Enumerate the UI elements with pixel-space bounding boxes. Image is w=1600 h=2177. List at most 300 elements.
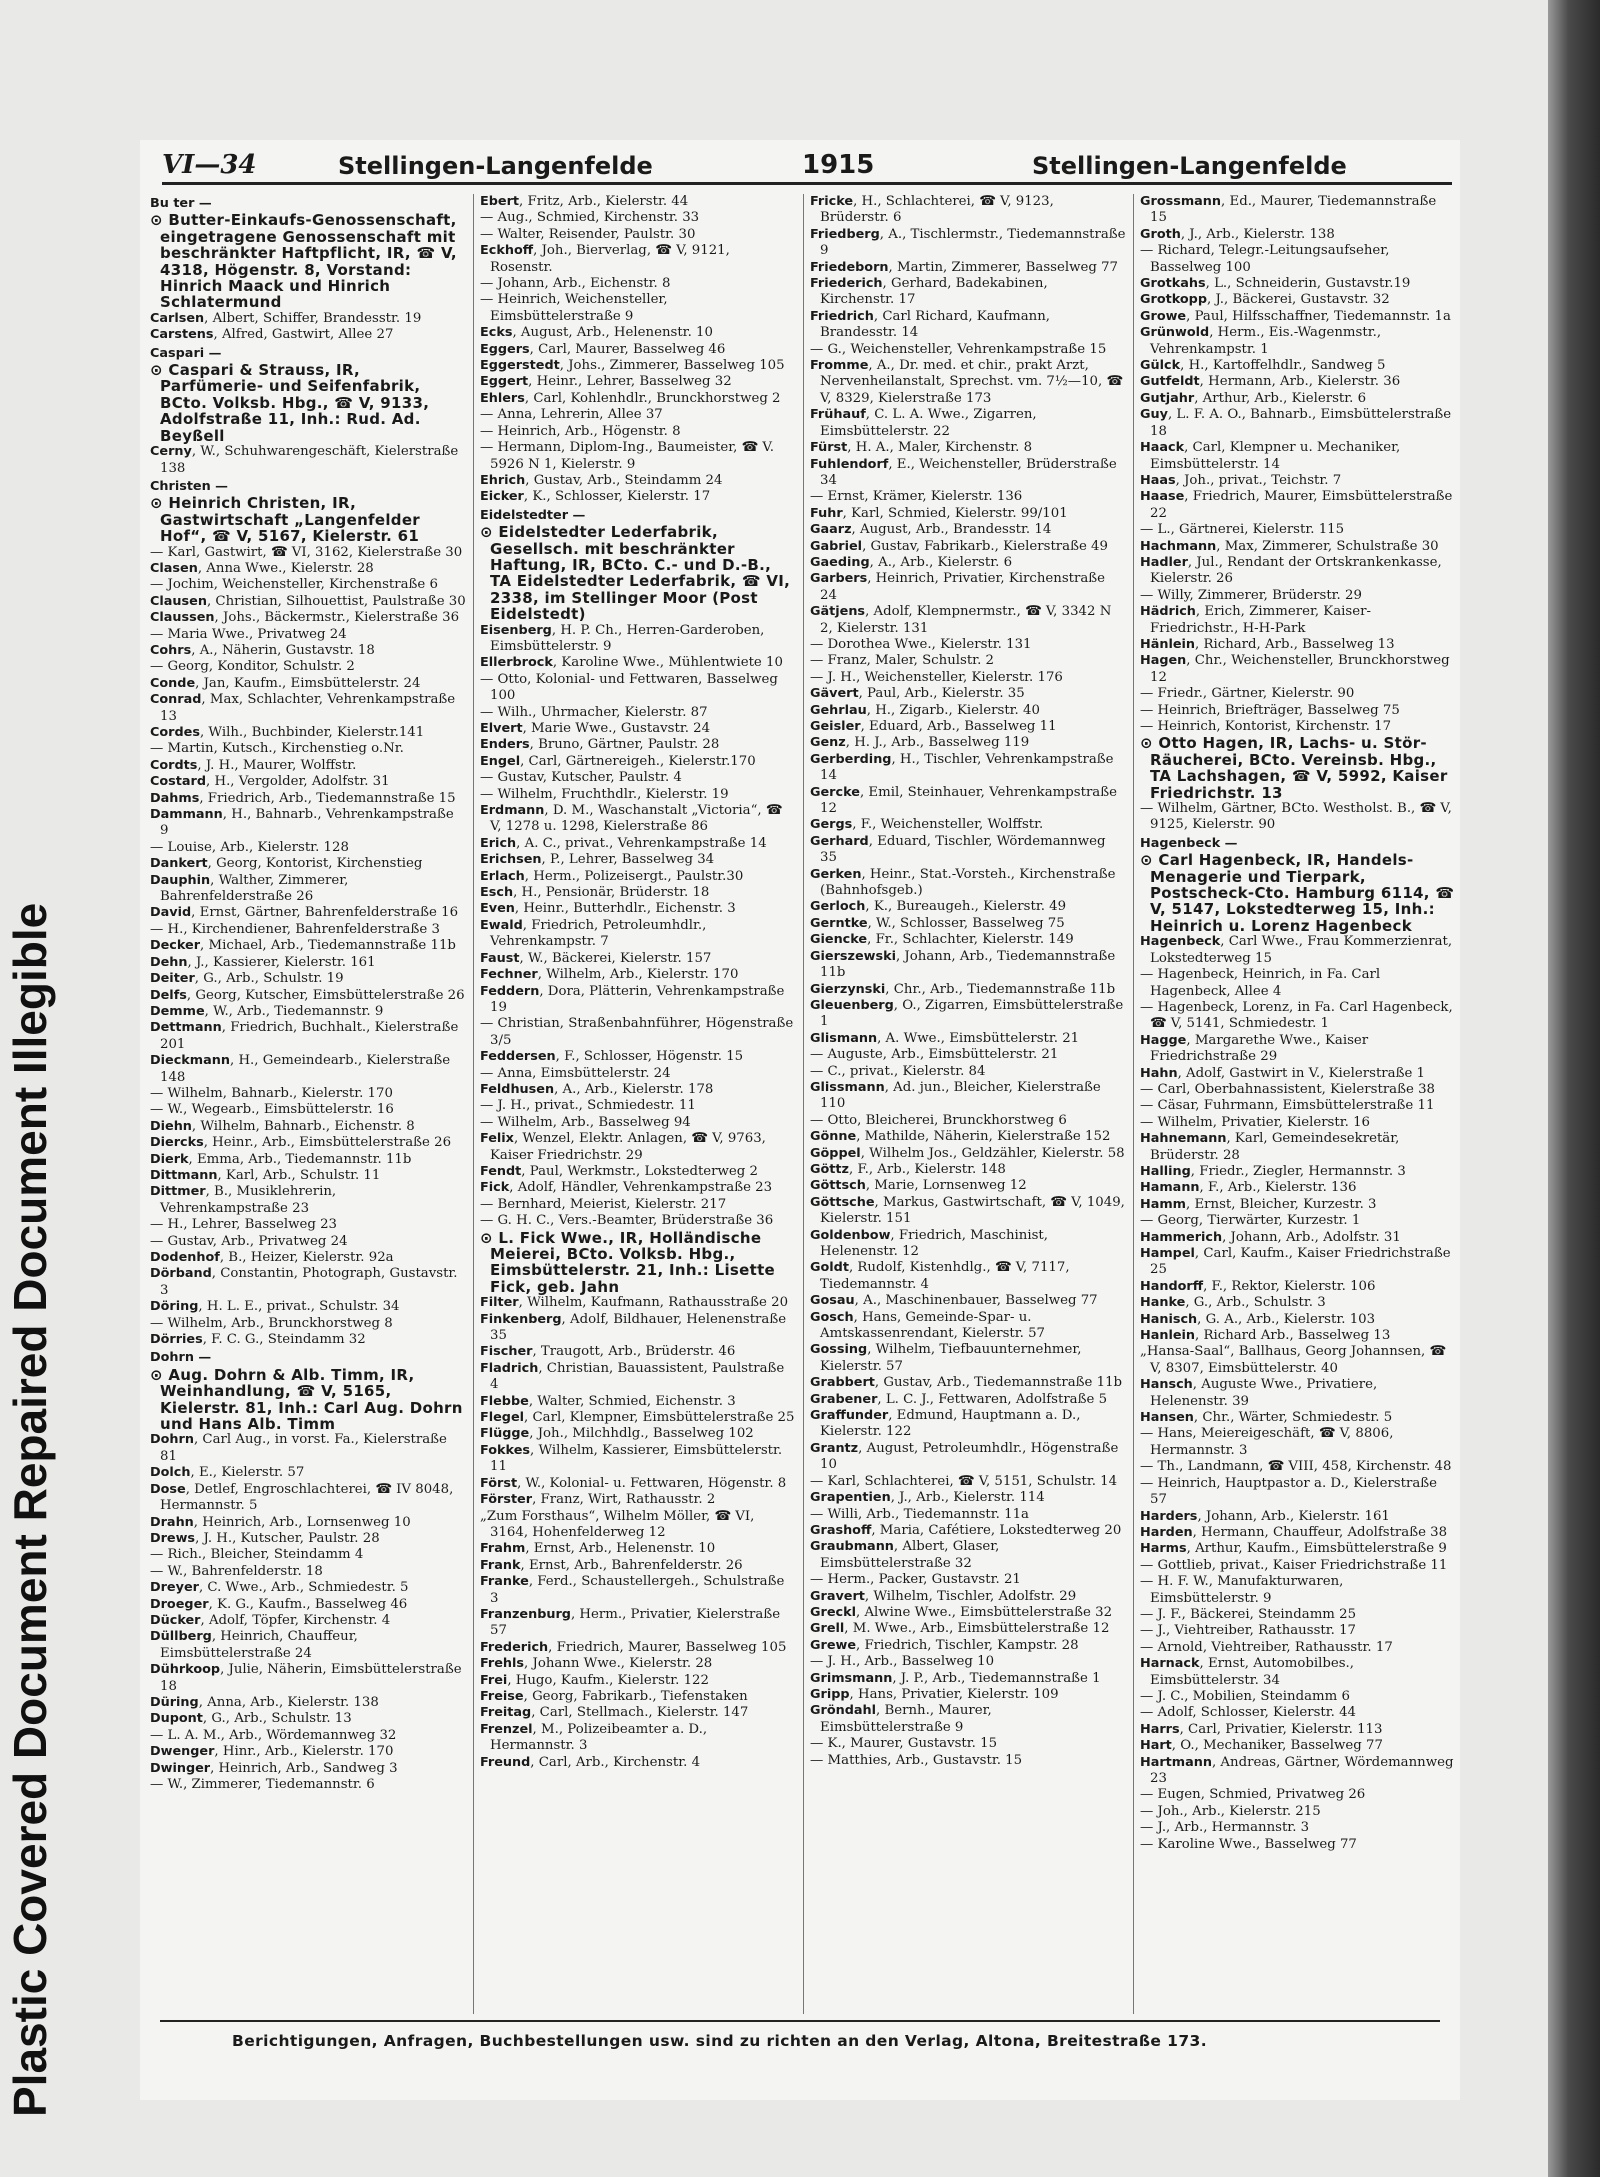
directory-entry: — Herm., Packer, Gustavstr. 21 [810, 1572, 1021, 1588]
directory-entry: — G. H. C., Vers.-Beamter, Brüderstraße 36 [480, 1213, 774, 1229]
directory-entry: Goldt, Rudolf, Kistenhdlg., ☎ V, 7117, Tiedemannstr. 4 [810, 1260, 1070, 1292]
directory-entry: — J., Viehtreiber, Rathausstr. 17 [1140, 1623, 1357, 1639]
directory-entry: — Hagenbeck, Heinrich, in Fa. Carl Hagenbeck, Allee 4 [1140, 967, 1381, 999]
directory-entry: — Wilhelm, Arb., Brunckhorstweg 8 [150, 1315, 393, 1331]
directory-entry: Düllberg, Heinrich, Chauffeur, Eimsbüttelerstraße 24 [150, 1629, 358, 1661]
column-rule [473, 194, 474, 2014]
directory-entry: — Richard, Telegr.-Leitungsaufseher, Basselweg 100 [1140, 243, 1390, 275]
directory-entry: — K., Maurer, Gustavstr. 15 [810, 1736, 998, 1752]
directory-entry: Dodenhof, B., Heizer, Kielerstr. 92a [150, 1250, 394, 1265]
directory-entry: Dauphin, Walther, Zimmerer, Bahrenfelderstraße 26 [150, 872, 349, 905]
directory-entry: Gröndahl, Bernh., Maurer, Eimsbüttelerstraße 9 [810, 1703, 992, 1735]
directory-entry: Gülck, H., Kartoffelhdlr., Sandweg 5 [1140, 358, 1386, 374]
directory-entry: Hagen, Chr., Weichensteller, Brunckhorstweg 12 [1140, 653, 1450, 685]
directory-entry: Dankert, Georg, Kontorist, Kirchenstieg [150, 856, 423, 872]
directory-entry: Gaeding, A., Arb., Kielerstr. 6 [810, 554, 1013, 570]
directory-entry: — Heinrich, Briefträger, Basselweg 75 [1140, 702, 1400, 718]
directory-entry: — Auguste, Arb., Eimsbüttelerstr. 21 [810, 1047, 1059, 1063]
footer-rule [160, 2020, 1440, 2022]
directory-entry: Carlsen, Albert, Schiffer, Brandesstr. 19 [150, 310, 422, 326]
directory-entry: Gävert, Paul, Arb., Kielerstr. 35 [810, 686, 1025, 702]
directory-entry: Göttz, F., Arb., Kielerstr. 148 [810, 1161, 1006, 1177]
directory-entry: Fick, Adolf, Händler, Vehrenkampstraße 23 [480, 1180, 773, 1196]
directory-entry: Dose, Detlef, Engroschlachterei, ☎ IV 8048, Hermannstr. 5 [150, 1481, 454, 1514]
directory-entry: Hahnemann, Karl, Gemeindesekretär, Brüderstr. 28 [1140, 1131, 1400, 1163]
directory-entry: Dahms, Friedrich, Arb., Tiedemannstraße 15 [150, 790, 456, 806]
directory-entry: Fuhlendorf, E., Weichensteller, Brüderstraße 34 [810, 456, 1117, 488]
directory-entry: Friederich, Gerhard, Badekabinen, Kirchenstr. 17 [810, 276, 1048, 308]
directory-entry: Hagge, Margarethe Wwe., Kaiser Friedrichstraße 29 [1140, 1032, 1369, 1065]
directory-entry: Drews, J. H., Kutscher, Paulstr. 28 [150, 1530, 380, 1546]
directory-entry: — Dorothea Wwe., Kielerstr. 131 [810, 636, 1032, 652]
directory-entry: Eggert, Heinr., Lehrer, Basselweg 32 [480, 374, 732, 390]
directory-entry: Hamann, F., Arb., Kielerstr. 136 [1140, 1180, 1357, 1196]
directory-entry: Halling, Friedr., Ziegler, Hermannstr. 3 [1140, 1163, 1406, 1179]
directory-entry: — Karoline Wwe., Basselweg 77 [1140, 1836, 1357, 1852]
directory-entry: Flügge, Joh., Milchhdlg., Basselweg 102 [480, 1426, 754, 1442]
directory-entry: — Adolf, Schlosser, Kielerstr. 44 [1140, 1705, 1357, 1721]
directory-entry: Gierszewski, Johann, Arb., Tiedemannstraße 11b [810, 948, 1116, 981]
directory-entry: — Karl, Schlachterei, ☎ V, 5151, Schulstr. 14 [810, 1473, 1118, 1489]
directory-entry: — J., Arb., Hermannstr. 3 [1140, 1820, 1310, 1836]
directory-entry: — Willy, Zimmerer, Brüderstr. 29 [1140, 587, 1362, 603]
directory-entry: Fromme, A., Dr. med. et chir., prakt Arzt, Nervenheilanstalt, Sprechst. vm. 7½—10, ☎ V, 8329, Kielerstraße 173 [810, 358, 1124, 406]
directory-entry: Hanisch, G. A., Arb., Kielerstr. 103 [1140, 1311, 1376, 1327]
directory-entry: Hädrich, Erich, Zimmerer, Kaiser-Friedrichstr., H-H-Park [1140, 604, 1371, 636]
directory-entry: — Karl, Gastwirt, ☎ VI, 3162, Kielerstraße 30 [150, 544, 463, 560]
directory-entry: Dücker, Adolf, Töpfer, Kirchenstr. 4 [150, 1612, 391, 1628]
directory-entry: Gergs, F., Weichensteller, Wolffstr. [810, 817, 1044, 833]
header-year: 1915 [802, 150, 875, 180]
column-rule [1133, 194, 1134, 2014]
directory-entry: Cordes, Wilh., Buchbinder, Kielerstr.141 [150, 725, 425, 740]
directory-entry: ⊙ Eidelstedter Lederfabrik, Gesellsch. mit beschränkter Haftung, IR, BCto. C.- und D.-B., TA Eidelstedter Lederfabrik, ☎ VI, 2338, im Stellinger Moor (Post Eidelstedt) [480, 523, 791, 624]
directory-entry: Feddersen, F., Schlosser, Högenstr. 15 [480, 1049, 744, 1065]
directory-entry: — Wilhelm, Privatier, Kielerstr. 16 [1140, 1114, 1370, 1130]
directory-entry: Conrad, Max, Schlachter, Vehrenkampstraße 13 [150, 692, 456, 724]
directory-entry: — Jochim, Weichensteller, Kirchenstraße 6 [150, 577, 438, 593]
directory-entry: — Otto, Kolonial- und Fettwaren, Basselweg 100 [480, 671, 778, 704]
directory-entry: — Hans, Meiereigeschäft, ☎ V, 8806, Hermannstr. 3 [1140, 1426, 1394, 1458]
directory-entry: — G., Weichensteller, Vehrenkampstraße 15 [810, 341, 1107, 357]
directory-entry: Graubmann, Albert, Glaser, Eimsbüttelerstraße 32 [810, 1539, 1000, 1571]
directory-entry: Delfs, Georg, Kutscher, Eimsbüttelerstraße 26 [150, 987, 465, 1003]
directory-entry: Finkenberg, Adolf, Bildhauer, Helenenstraße 35 [480, 1311, 787, 1344]
directory-entry: Frederich, Friedrich, Maurer, Basselweg 105 [480, 1639, 787, 1655]
directory-entry: Gossing, Wilhelm, Tiefbauunternehmer, Kielerstr. 57 [810, 1342, 1082, 1374]
directory-entry: ⊙ Caspari & Strauss, IR, Parfümerie- und Seifenfabrik, BCto. Volksb. Hbg., ☎ V, 9133, Adolfstraße 11, Inh.: Rud. Ad. Beyßell [150, 361, 430, 445]
directory-entry: Dieckmann, H., Gemeindearb., Kielerstraße 148 [150, 1053, 451, 1085]
directory-entry: Dührkoop, Julie, Näherin, Eimsbüttelerstraße 18 [150, 1662, 462, 1694]
directory-entry: Fuhr, Karl, Schmied, Kielerstr. 99/101 [810, 505, 1068, 521]
directory-entry: Diehn, Wilhelm, Bahnarb., Eichenstr. 8 [150, 1118, 415, 1134]
directory-entry: — J. F., Bäckerei, Steindamm 25 [1140, 1606, 1357, 1622]
directory-entry: Clasen, Anna Wwe., Kielerstr. 28 [150, 560, 374, 576]
directory-entry: Hampel, Carl, Kaufm., Kaiser Friedrichstraße 25 [1140, 1246, 1451, 1278]
directory-entry: Hänlein, Richard, Arb., Basselweg 13 [1140, 636, 1395, 652]
directory-entry: Fischer, Traugott, Arb., Brüderstr. 46 [480, 1344, 736, 1360]
directory-entry: Deiter, G., Arb., Schulstr. 19 [150, 971, 344, 987]
directory-entry: Harnack, Ernst, Automobilbes., Eimsbüttelerstr. 34 [1140, 1656, 1355, 1688]
directory-entry: ⊙ Heinrich Christen, IR, Gastwirtschaft „Langenfelder Hof“, ☎ V, 5167, Kielerstr. 61 [150, 494, 420, 546]
directory-entry: Ebert, Fritz, Arb., Kielerstr. 44 [480, 194, 689, 209]
directory-page [140, 140, 1460, 2100]
directory-entry: Felix, Wenzel, Elektr. Anlagen, ☎ V, 9763, Kaiser Friedrichstr. 29 [480, 1131, 766, 1163]
directory-entry: Grantz, August, Petroleumhdlr., Högenstraße 10 [810, 1440, 1119, 1473]
directory-entry: Hachmann, Max, Zimmerer, Schulstraße 30 [1140, 538, 1439, 554]
directory-entry: Dehn, J., Kassierer, Kielerstr. 161 [150, 954, 376, 970]
directory-entry: Gaarz, August, Arb., Brandesstr. 14 [810, 522, 1052, 538]
directory-entry: Göttsch, Marie, Lornsenweg 12 [810, 1178, 1027, 1194]
directory-entry: Gravert, Wilhelm, Tischler, Adolfstr. 29 [810, 1588, 1077, 1604]
directory-entry: Franke, Ferd., Schaustellergeh., Schulstraße 3 [480, 1574, 785, 1606]
directory-entry: — Gustav, Kutscher, Paulstr. 4 [480, 770, 682, 786]
directory-entry: Fechner, Wilhelm, Arb., Kielerstr. 170 [480, 967, 739, 983]
directory-entry: — Th., Landmann, ☎ VIII, 458, Kirchenstr. 48 [1140, 1459, 1452, 1475]
directory-entry: David, Ernst, Gärtner, Bahrenfelderstraße 16 [150, 905, 459, 921]
directory-entry: Erdmann, D. M., Waschanstalt „Victoria“, ☎ V, 1278 u. 1298, Kielerstraße 86 [480, 803, 783, 835]
directory-entry: Fürst, H. A., Maler, Kirchenstr. 8 [810, 440, 1033, 456]
directory-entry: Greckl, Alwine Wwe., Eimsbüttelerstraße 32 [810, 1604, 1113, 1620]
directory-entry: Gutjahr, Arthur, Arb., Kielerstr. 6 [1140, 390, 1367, 406]
directory-entry: — Anna, Lehrerin, Allee 37 [480, 407, 663, 423]
directory-entry: Hagenbeck — [1140, 835, 1238, 851]
directory-entry: — Georg, Konditor, Schulstr. 2 [150, 659, 355, 675]
archive-side-label: Plastic Covered Document Repaired Document Illegible [4, 902, 56, 2117]
directory-entry: — Gottlieb, privat., Kaiser Friedrichstraße 11 [1140, 1557, 1448, 1573]
directory-entry: — Joh., Arb., Kielerstr. 215 [1140, 1803, 1321, 1819]
directory-entry: Fricke, H., Schlachterei, ☎ V, 9123, Brüderstr. 6 [810, 194, 1054, 226]
directory-entry: Dörries, F. C. G., Steindamm 32 [150, 1332, 366, 1348]
directory-entry: Gerloch, K., Bureaugeh., Kielerstr. 49 [810, 899, 1067, 915]
directory-entry: Esch, H., Pensionär, Brüderstr. 18 [480, 885, 710, 901]
directory-entry: — J. H., privat., Schmiedestr. 11 [480, 1098, 696, 1114]
directory-entry: Hammerich, Johann, Arb., Adolfstr. 31 [1140, 1229, 1401, 1245]
directory-entry: Ewald, Friedrich, Petroleumhdlr., Vehrenkampstr. 7 [480, 917, 707, 950]
directory-entry: — Ernst, Krämer, Kielerstr. 136 [810, 489, 1023, 505]
directory-entry: Dittmann, Karl, Arb., Schulstr. 11 [150, 1167, 381, 1183]
directory-entry: Friedrich, Carl Richard, Kaufmann, Brandesstr. 14 [810, 308, 1051, 341]
directory-entry: Hagenbeck, Carl Wwe., Frau Kommerzienrat, Lokstedterweg 15 [1140, 934, 1453, 966]
directory-entry: Glismann, A. Wwe., Eimsbüttelerstr. 21 [810, 1030, 1080, 1046]
directory-entry: Gätjens, Adolf, Klempnermstr., ☎ V, 3342 N 2, Kielerstr. 131 [810, 604, 1112, 636]
directory-entry: — W., Wegearb., Eimsbüttelerstr. 16 [150, 1102, 394, 1118]
directory-entry: Cerny, W., Schuhwarengeschäft, Kielerstraße 138 [150, 444, 459, 476]
directory-entry: Costard, H., Vergolder, Adolfstr. 31 [150, 774, 390, 790]
directory-entry: Friedberg, A., Tischlermstr., Tiedemannstraße 9 [810, 226, 1126, 259]
directory-entry: — J. H., Weichensteller, Kielerstr. 176 [810, 669, 1063, 685]
directory-entry: — Wilhelm, Gärtner, BCto. Westholst. B., ☎ V, 9125, Kielerstr. 90 [1140, 801, 1452, 833]
directory-entry: Fendt, Paul, Werkmstr., Lokstedterweg 2 [480, 1163, 758, 1179]
directory-entry: Gleuenberg, O., Zigarren, Eimsbüttelerstraße 1 [810, 997, 1124, 1030]
directory-entry: — Wilhelm, Bahnarb., Kielerstr. 170 [150, 1085, 393, 1101]
footer-notice: Berichtigungen, Anfragen, Buchbestellungen usw. sind zu richten an den Verlag, Altona, Breitestraße 173. [232, 2032, 1207, 2050]
directory-entry: — Carl, Oberbahnassistent, Kielerstraße 38 [1140, 1081, 1435, 1097]
header-left-title: Stellingen-Langenfelde [338, 152, 653, 180]
directory-entry: Freitag, Carl, Stellmach., Kielerstr. 147 [480, 1705, 749, 1721]
directory-entry: Faust, W., Bäckerei, Kielerstr. 157 [480, 950, 712, 966]
directory-entry: ⊙ Butter-Einkaufs-Genossenschaft, eingetragene Genossenschaft mit beschränkter Haftpflicht, IR, ☎ V, 4318, Högenstr. 8, Vorstand: Hinrich Maack und Hinrich Schlatermund [150, 211, 457, 312]
directory-entry: Giencke, Fr., Schlachter, Kielerstr. 149 [810, 932, 1074, 948]
scanner-edge [1548, 0, 1600, 2177]
directory-entry: Drahn, Heinrich, Arb., Lornsenweg 10 [150, 1514, 411, 1530]
directory-entry: Först, W., Kolonial- u. Fettwaren, Högenstr. 8 [480, 1475, 787, 1491]
directory-entry: Dettmann, Friedrich, Buchhalt., Kielerstraße 201 [150, 1020, 459, 1052]
directory-entry: Eckhoff, Joh., Bierverlag, ☎ V, 9121, Rosenstr. [480, 243, 730, 275]
directory-entry: Franzenburg, Herm., Privatier, Kielerstraße 57 [480, 1606, 781, 1639]
directory-entry: Erichsen, P., Lehrer, Basselweg 34 [480, 852, 715, 868]
directory-entry: Grapentien, J., Arb., Kielerstr. 114 [810, 1490, 1045, 1506]
directory-entry: Even, Heinr., Butterhdlr., Eichenstr. 3 [480, 901, 736, 917]
directory-entry: „Zum Forsthaus“, Wilhelm Möller, ☎ VI, 3164, Hohenfelderweg 12 [480, 1508, 755, 1540]
directory-entry: Grell, M. Wwe., Arb., Eimsbüttelerstraße 12 [810, 1621, 1110, 1637]
directory-entry: Conde, Jan, Kaufm., Eimsbüttelerstr. 24 [150, 675, 421, 691]
directory-entry: Elvert, Marie Wwe., Gustavstr. 24 [480, 721, 711, 736]
directory-entry: Handorff, F., Rektor, Kielerstr. 106 [1140, 1278, 1376, 1294]
directory-entry: Ellerbrock, Karoline Wwe., Mühlentwiete 10 [480, 655, 783, 671]
directory-entry: Filter, Wilhelm, Kaufmann, Rathausstraße 20 [480, 1295, 789, 1311]
directory-entry: Dörband, Constantin, Photograph, Gustavstr. 3 [150, 1266, 458, 1298]
directory-entry: Erich, A. C., privat., Vehrenkampstraße 14 [480, 835, 767, 851]
directory-entry: — Heinrich, Arb., Högenstr. 8 [480, 423, 681, 439]
directory-entry: Dreyer, C. Wwe., Arb., Schmiedestr. 5 [150, 1580, 409, 1596]
directory-entry: Hansen, Chr., Wärter, Schmiedestr. 5 [1140, 1410, 1393, 1426]
directory-entry: Enders, Bruno, Gärtner, Paulstr. 28 [480, 737, 720, 753]
directory-entry: — Heinrich, Kontorist, Kirchenstr. 17 [1140, 719, 1392, 734]
directory-entry: — Arnold, Viehtreiber, Rathausstr. 17 [1140, 1639, 1393, 1655]
directory-entry: Grotkahs, L., Schneiderin, Gustavstr.19 [1140, 276, 1411, 292]
directory-entry: Hansch, Auguste Wwe., Privatiere, Helenenstr. 39 [1140, 1377, 1378, 1409]
directory-entry: Freise, Georg, Fabrikarb., Tiefenstaken [480, 1688, 748, 1704]
directory-entry: Christen — [150, 478, 228, 494]
directory-entry: Grünwold, Herm., Eis.-Wagenmstr., Vehrenkampstr. 1 [1140, 325, 1382, 357]
directory-entry: Grashoff, Maria, Cafétiere, Lokstedterweg 20 [810, 1522, 1122, 1538]
directory-entry: Droeger, K. G., Kaufm., Basselweg 46 [150, 1596, 408, 1612]
directory-entry: Goldenbow, Friedrich, Maschinist, Helenenstr. 12 [810, 1227, 1048, 1259]
directory-entry: Frank, Ernst, Arb., Bahrenfelderstr. 26 [480, 1557, 743, 1573]
directory-entry: Gosau, A., Maschinenbauer, Basselweg 77 [810, 1293, 1098, 1309]
directory-entry: — Anna, Eimsbüttelerstr. 24 [480, 1065, 671, 1081]
directory-entry: Gönne, Mathilde, Näherin, Kielerstraße 152 [810, 1129, 1111, 1145]
directory-entry: Gerken, Heinr., Stat.-Vorsteh., Kirchenstraße (Bahnhofsgeb.) [810, 866, 1116, 899]
directory-entry: — Hagenbeck, Lorenz, in Fa. Carl Hagenbeck, ☎ V, 5141, Schmiedestr. 1 [1140, 999, 1453, 1032]
directory-entry: — L., Gärtnerei, Kielerstr. 115 [1140, 522, 1345, 538]
directory-entry: Dittmer, B., Musiklehrerin, Vehrenkampstraße 23 [150, 1184, 337, 1216]
directory-entry: Gerntke, W., Schlosser, Basselweg 75 [810, 915, 1065, 931]
directory-entry: — W., Zimmerer, Tiedemannstr. 6 [150, 1777, 375, 1792]
directory-entry: Fokkes, Wilhelm, Kassierer, Eimsbüttelerstr. 11 [480, 1442, 783, 1475]
directory-entry: — Georg, Tierwärter, Kurzestr. 1 [1140, 1213, 1361, 1229]
directory-entry: Feddern, Dora, Plätterin, Vehrenkampstraße 19 [480, 983, 785, 1015]
header-right-title: Stellingen-Langenfelde [1032, 152, 1347, 180]
directory-entry: Düring, Anna, Arb., Kielerstr. 138 [150, 1694, 379, 1710]
directory-entry: Frei, Hugo, Kaufm., Kielerstr. 122 [480, 1672, 709, 1688]
directory-entry: Caspari — [150, 345, 222, 361]
directory-entry: Demme, W., Arb., Tiedemannstr. 9 [150, 1003, 384, 1019]
directory-entry: Hartmann, Andreas, Gärtner, Wördemannweg 23 [1140, 1754, 1454, 1786]
column-4 [1140, 194, 1456, 2014]
directory-entry: — Otto, Bleicherei, Brunckhorstweg 6 [810, 1112, 1067, 1128]
directory-entry: Carstens, Alfred, Gastwirt, Allee 27 [150, 327, 394, 343]
directory-entry: Fladrich, Christian, Bauassistent, Paulstraße 4 [480, 1360, 785, 1393]
column-rule [803, 194, 804, 2014]
directory-entry: — Louise, Arb., Kielerstr. 128 [150, 839, 349, 855]
directory-entry: — Gustav, Arb., Privatweg 24 [150, 1233, 348, 1249]
column-2 [480, 194, 796, 2014]
directory-entry: Eidelstedter — [480, 507, 586, 523]
directory-entry: — Friedr., Gärtner, Kielerstr. 90 [1140, 686, 1355, 702]
directory-entry: Hadler, Jul., Rendant der Ortskrankenkasse, Kielerstr. 26 [1140, 554, 1442, 587]
directory-entry: — Wilhelm, Fruchthdlr., Kielerstr. 19 [480, 786, 729, 802]
directory-entry: Haack, Carl, Klempner u. Mechaniker, Eimsbüttelerstr. 14 [1140, 440, 1401, 472]
directory-entry: ⊙ Otto Hagen, IR, Lachs- u. Stör-Räucherei, BCto. Vereinsb. Hbg., TA Lachshagen, ☎ V, 5992, Kaiser Friedrichstr. 13 [1140, 734, 1448, 802]
directory-entry: — J. H., Arb., Basselweg 10 [810, 1654, 995, 1670]
directory-entry: Friedeborn, Martin, Zimmerer, Basselweg 77 [810, 259, 1119, 275]
page-header [162, 148, 1452, 185]
directory-entry: Ehrich, Gustav, Arb., Steindamm 24 [480, 472, 723, 488]
directory-entry: — Christian, Straßenbahnführer, Högenstraße 3/5 [480, 1016, 794, 1048]
directory-entry: Grimsmann, J. P., Arb., Tiedemannstraße 1 [810, 1670, 1101, 1686]
directory-entry: — Hermann, Diplom-Ing., Baumeister, ☎ V. 5926 N 1, Kielerstr. 9 [480, 440, 774, 472]
directory-entry: Claussen, Johs., Bäckermstr., Kielerstraße 36 [150, 610, 460, 626]
directory-entry: ⊙ L. Fick Wwe., IR, Holländische Meierei, BCto. Volksb. Hbg., Eimsbüttelerstr. 21, Inh.: Lisette Fick, geb. Jahn [480, 1228, 776, 1296]
directory-entry: Grabbert, Gustav, Arb., Tiedemannstraße 11b [810, 1375, 1123, 1391]
directory-entry: Grossmann, Ed., Maurer, Tiedemannstraße 15 [1140, 194, 1437, 226]
directory-entry: — Johann, Arb., Eichenstr. 8 [480, 276, 671, 292]
directory-entry: Hart, O., Mechaniker, Basselweg 77 [1140, 1738, 1383, 1754]
column-1 [150, 194, 466, 2014]
directory-entry: — Matthies, Arb., Gustavstr. 15 [810, 1752, 1023, 1768]
directory-entry: „Hansa-Saal“, Ballhaus, Georg Johannsen, ☎ V, 8307, Eimsbüttelerstr. 40 [1140, 1344, 1447, 1376]
directory-entry: — J. C., Mobilien, Steindamm 6 [1140, 1688, 1350, 1704]
directory-entry: — Willi, Arb., Tiedemannstr. 11a [810, 1506, 1029, 1522]
directory-entry: — Maria Wwe., Privatweg 24 [150, 626, 347, 642]
directory-entry: Hamm, Ernst, Bleicher, Kurzestr. 3 [1140, 1196, 1377, 1212]
directory-entry: Dolch, E., Kielerstr. 57 [150, 1465, 305, 1481]
directory-entry: Gerberding, H., Tischler, Vehrenkampstraße 14 [810, 751, 1114, 784]
directory-entry: — W., Bahrenfelderstr. 18 [150, 1563, 323, 1579]
directory-entry: — C., privat., Kielerstr. 84 [810, 1063, 986, 1079]
directory-entry: Eisenberg, H. P. Ch., Herren-Garderoben, Eimsbüttelerstr. 9 [480, 622, 765, 654]
directory-entry: Frenzel, M., Polizeibeamter a. D., Hermannstr. 3 [480, 1721, 708, 1754]
directory-entry: ⊙ Aug. Dohrn & Alb. Timm, IR, Weinhandlung, ☎ V, 5165, Kielerstr. 81, Inh.: Carl Aug. Dohrn und Hans Alb. Timm [150, 1365, 463, 1434]
directory-entry: — Cäsar, Fuhrmann, Eimsbüttelerstraße 11 [1140, 1098, 1435, 1114]
directory-entry: — H. F. W., Manufakturwaren, Eimsbüttelerstr. 9 [1140, 1574, 1344, 1606]
page-number: VI—34 [162, 150, 257, 180]
directory-entry: Ehlers, Carl, Kohlenhdlr., Brunckhorstweg 2 [480, 390, 781, 406]
directory-entry: Genz, H. J., Arb., Basselweg 119 [810, 735, 1030, 751]
directory-entry: Gosch, Hans, Gemeinde-Spar- u. Amtskassenrendant, Kielerstr. 57 [810, 1309, 1046, 1342]
directory-entry: Harders, Johann, Arb., Kielerstr. 161 [1140, 1508, 1390, 1524]
directory-entry: Förster, Franz, Wirt, Rathausstr. 2 [480, 1492, 716, 1508]
directory-entry: Haase, Friedrich, Maurer, Eimsbüttelerstraße 22 [1140, 489, 1453, 521]
directory-entry: — H., Kirchendiener, Bahrenfelderstraße 3 [150, 921, 440, 937]
directory-entry: — Eugen, Schmied, Privatweg 26 [1140, 1787, 1366, 1803]
directory-entry: Erlach, Herm., Polizeisergt., Paulstr.30 [480, 868, 744, 884]
directory-entry: — Rich., Bleicher, Steindamm 4 [150, 1547, 364, 1563]
directory-entry: Cohrs, A., Näherin, Gustavstr. 18 [150, 642, 375, 658]
column-3 [810, 194, 1126, 2014]
directory-entry: Hanke, G., Arb., Schulstr. 3 [1140, 1295, 1326, 1311]
directory-entry: Dohrn — [150, 1350, 212, 1366]
directory-entry: Gercke, Emil, Steinhauer, Vehrenkampstraße 12 [810, 784, 1117, 817]
directory-entry: Clausen, Christian, Silhouettist, Paulstraße 30 [150, 593, 466, 609]
directory-entry: Gerhard, Eduard, Tischler, Wördemannweg 35 [810, 833, 1106, 866]
directory-entry: — Heinrich, Weichensteller, Eimsbüttelerstraße 9 [480, 292, 668, 324]
directory-entry: Feldhusen, A., Arb., Kielerstr. 178 [480, 1081, 714, 1097]
directory-entry: — Walter, Reisender, Paulstr. 30 [480, 226, 696, 242]
directory-entry: Gehrlau, H., Zigarb., Kielerstr. 40 [810, 702, 1040, 718]
directory-entry: Gutfeldt, Hermann, Arb., Kielerstr. 36 [1140, 374, 1401, 390]
directory-entry: Göppel, Wilhelm Jos., Geldzähler, Kielerstr. 58 [810, 1145, 1125, 1161]
directory-entry: Grabener, L. C. J., Fettwaren, Adolfstraße 5 [810, 1391, 1108, 1407]
directory-entry: — L. A. M., Arb., Wördemannweg 32 [150, 1727, 397, 1743]
directory-entry: Eicker, K., Schlosser, Kielerstr. 17 [480, 489, 711, 505]
directory-entry: ⊙ Carl Hagenbeck, IR, Handels-Menagerie und Tierpark, Postscheck-Cto. Hamburg 6114, ☎ V, 5147, Lokstedterweg 15, Inh.: Heinrich u. Lorenz Hagenbeck [1140, 851, 1455, 935]
directory-entry: — Franz, Maler, Schulstr. 2 [810, 653, 994, 669]
directory-entry: Eggerstedt, Johs., Zimmerer, Basselweg 105 [480, 358, 785, 374]
directory-entry: Geisler, Eduard, Arb., Basselweg 11 [810, 719, 1057, 734]
directory-entry: Diercks, Heinr., Arb., Eimsbüttelerstraße 26 [150, 1135, 452, 1151]
directory-entry: Gabriel, Gustav, Fabrikarb., Kielerstraße 49 [810, 538, 1108, 554]
directory-entry: Groth, J., Arb., Kielerstr. 138 [1140, 226, 1335, 242]
directory-entry: Frehls, Johann Wwe., Kielerstr. 28 [480, 1656, 713, 1672]
directory-entry: Engel, Carl, Gärtnereigeh., Kielerstr.170 [480, 753, 756, 769]
directory-entry: Döring, H. L. E., privat., Schulstr. 34 [150, 1299, 400, 1315]
directory-entry: — Bernhard, Meierist, Kielerstr. 217 [480, 1196, 727, 1212]
directory-entry: Frahm, Ernst, Arb., Helenenstr. 10 [480, 1541, 716, 1557]
directory-entry: Guy, L. F. A. O., Bahnarb., Eimsbüttelerstraße 18 [1140, 407, 1452, 439]
directory-entry: Dupont, G., Arb., Schulstr. 13 [150, 1711, 352, 1727]
directory-entry: Flebbe, Walter, Schmied, Eichenstr. 3 [480, 1393, 736, 1409]
directory-entry: Graffunder, Edmund, Hauptmann a. D., Kielerstr. 122 [810, 1408, 1081, 1440]
directory-entry: Harden, Hermann, Chauffeur, Adolfstraße 38 [1140, 1524, 1448, 1540]
directory-entry: — H., Lehrer, Basselweg 23 [150, 1217, 338, 1233]
directory-entry: Dwinger, Heinrich, Arb., Sandweg 3 [150, 1760, 398, 1776]
directory-entry: Cordts, J. H., Maurer, Wolffstr. [150, 757, 357, 773]
directory-entry: Göttsche, Markus, Gastwirtschaft, ☎ V, 1049, Kielerstr. 151 [810, 1194, 1125, 1227]
directory-entry: — Heinrich, Hauptpastor a. D., Kielerstraße 57 [1140, 1475, 1437, 1508]
directory-entry: Gripp, Hans, Privatier, Kielerstr. 109 [810, 1686, 1059, 1702]
directory-entry: — Wilh., Uhrmacher, Kielerstr. 87 [480, 704, 708, 720]
directory-entry: Gierzynski, Chr., Arb., Tiedemannstraße 11b [810, 981, 1116, 997]
directory-entry: Harms, Arthur, Kaufm., Eimsbüttelerstraße 9 [1140, 1541, 1447, 1557]
directory-entry: Hahn, Adolf, Gastwirt in V., Kielerstraße 1 [1140, 1065, 1426, 1081]
directory-entry: Eggers, Carl, Maurer, Basselweg 46 [480, 341, 726, 357]
directory-entry: Hanlein, Richard Arb., Basselweg 13 [1140, 1328, 1391, 1344]
directory-entry: Haas, Joh., privat., Teichstr. 7 [1140, 472, 1342, 488]
directory-entry: Ecks, August, Arb., Helenenstr. 10 [480, 325, 713, 341]
directory-entry: Grotkopp, J., Bäckerei, Gustavstr. 32 [1140, 292, 1390, 308]
directory-entry: Dwenger, Hinr., Arb., Kielerstr. 170 [150, 1744, 394, 1760]
directory-entry: Grewe, Friedrich, Tischler, Kampstr. 28 [810, 1637, 1079, 1653]
directory-columns [150, 194, 1455, 2014]
directory-entry: Harrs, Carl, Privatier, Kielerstr. 113 [1140, 1721, 1383, 1737]
directory-entry: Dierk, Emma, Arb., Tiedemannstr. 11b [150, 1151, 412, 1167]
directory-entry: Frühauf, C. L. A. Wwe., Zigarren, Eimsbüttelerstr. 22 [810, 407, 1037, 439]
directory-entry: — Wilhelm, Arb., Basselweg 94 [480, 1114, 691, 1130]
directory-entry: Decker, Michael, Arb., Tiedemannstraße 11b [150, 938, 456, 954]
directory-entry: Dohrn, Carl Aug., in vorst. Fa., Kielerstraße 81 [150, 1432, 447, 1464]
directory-entry: Bu ter — [150, 196, 212, 211]
directory-entry: — Martin, Kutsch., Kirchenstieg o.Nr. [150, 741, 404, 757]
directory-entry: Dammann, H., Bahnarb., Vehrenkampstraße 9 [150, 807, 454, 839]
directory-entry: Glissmann, Ad. jun., Bleicher, Kielerstraße 110 [810, 1079, 1101, 1112]
directory-entry: Garbers, Heinrich, Privatier, Kirchenstraße 24 [810, 571, 1106, 603]
directory-entry: — Aug., Schmied, Kirchenstr. 33 [480, 210, 700, 226]
directory-entry: Growe, Paul, Hilfsschaffner, Tiedemannstr. 1a [1140, 308, 1451, 324]
directory-entry: Freund, Carl, Arb., Kirchenstr. 4 [480, 1754, 701, 1770]
